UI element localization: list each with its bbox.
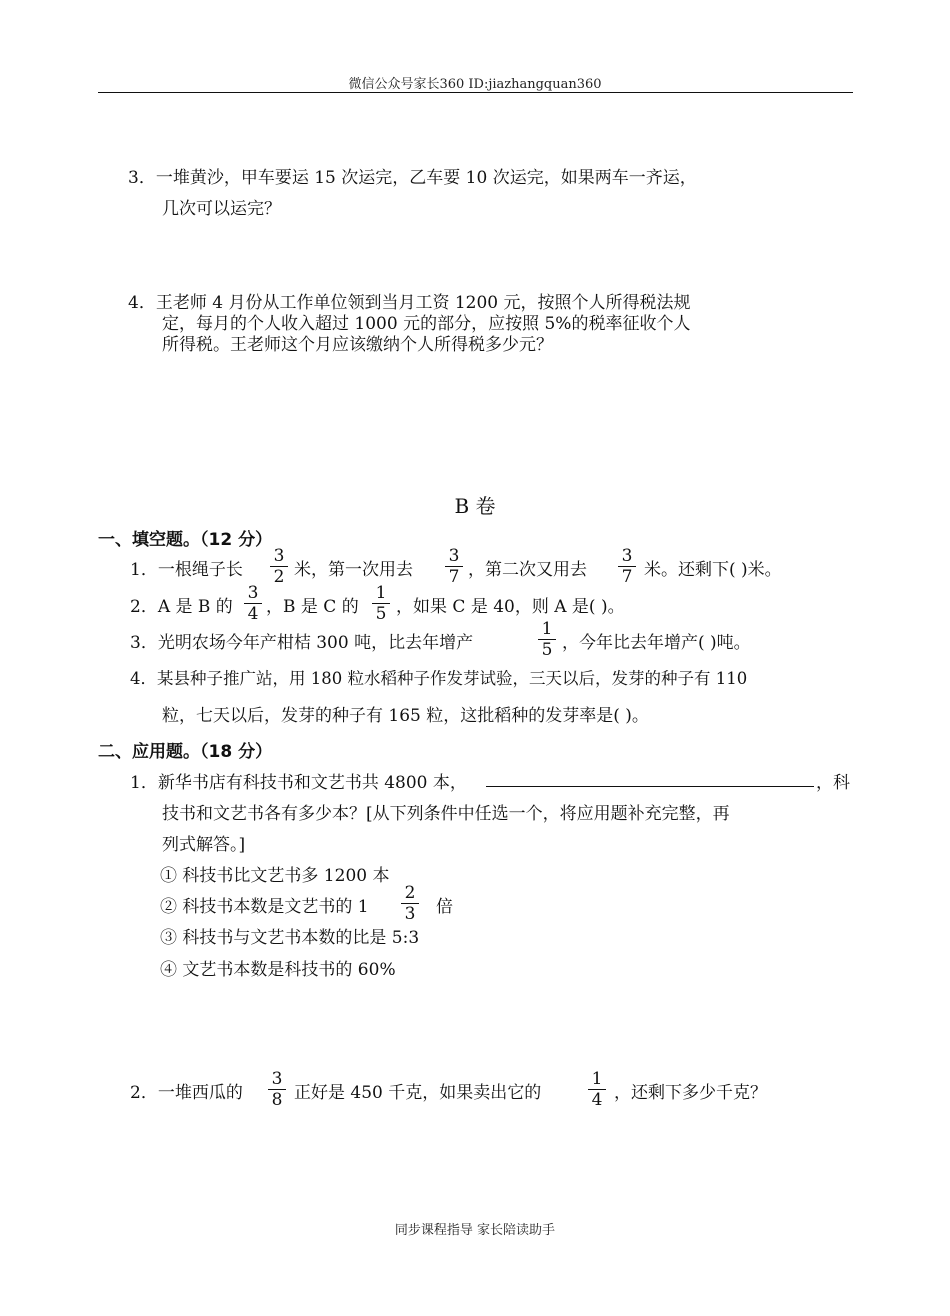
fraction-denominator: 2: [273, 567, 285, 587]
a-q4-line2: 定，每月的个人收入超过 1000 元的部分，应按照 5%的税率征收个人: [162, 314, 691, 334]
b2-q2-fraction-2: [584, 1070, 610, 1109]
page-header: 微信公众号家长360 ID:jiazhangquan360: [348, 77, 602, 92]
fraction-numerator: 1: [375, 583, 387, 603]
a-q4-line1: 4．王老师 4 月份从工作单位领到当月工资 1200 元，按照个人所得税法规: [128, 293, 691, 313]
b2-q1-option-2-fraction: [397, 884, 423, 923]
b2-q1-line3: 列式解答。]: [162, 835, 246, 855]
b1-q1-fraction-2: [441, 547, 467, 586]
part-b-title: B 卷: [454, 494, 496, 518]
b2-q2-prefix: 2．一堆西瓜的: [130, 1083, 243, 1103]
b1-q2-fraction-1: [240, 584, 266, 623]
b1-q1-mid2: ，第二次又用去: [468, 560, 587, 580]
fraction-numerator: 1: [541, 619, 553, 639]
b1-q2-prefix: 2．A 是 B 的: [130, 597, 233, 617]
b2-q1-suffix: ，科: [816, 773, 850, 793]
fraction-numerator: 1: [591, 1069, 603, 1089]
b2-q1-option-2: ② 科技书本数是文艺书的 1: [160, 897, 369, 917]
b1-q1-mid1: 米，第一次用去: [294, 560, 413, 580]
fraction-denominator: 4: [247, 604, 259, 624]
fraction-denominator: 7: [448, 567, 460, 587]
a-q4-line3: 所得税。王老师这个月应该缴纳个人所得税多少元？: [162, 335, 553, 355]
b1-q1-suffix: 米。还剩下( )米。: [644, 560, 782, 580]
a-q3-line2: 几次可以运完？: [162, 199, 281, 219]
fraction-denominator: 7: [621, 567, 633, 587]
fraction-numerator: 3: [621, 546, 633, 566]
b1-q3-fraction-1: [534, 620, 560, 659]
fraction-numerator: 3: [273, 546, 285, 566]
b1-q4-line2: 粒，七天以后，发芽的种子有 165 粒，这批稻种的发芽率是( )。: [162, 706, 649, 726]
b2-q1-line2: 技书和文艺书各有多少本？[从下列条件中任选一个，将应用题补充完整，再: [162, 804, 730, 824]
b1-q3-prefix: 3．光明农场今年产柑桔 300 吨，比去年增产: [130, 633, 474, 653]
fraction-numerator: 3: [448, 546, 460, 566]
fraction-denominator: 5: [375, 604, 387, 624]
b2-q1-option-2-suffix: 倍: [436, 897, 453, 917]
b1-q2-suffix: ，如果 C 是 40，则 A 是( )。: [396, 597, 625, 617]
b1-q1-fraction-1: [266, 547, 292, 586]
b1-q2-fraction-2: [368, 584, 394, 623]
b2-q2-mid: 正好是 450 千克，如果卖出它的: [294, 1083, 542, 1103]
fraction-numerator: 2: [404, 883, 416, 903]
fraction-numerator: 3: [271, 1069, 283, 1089]
answer-blank-line: [486, 786, 814, 787]
b2-q1-option-1: ① 科技书比文艺书多 1200 本: [160, 866, 390, 886]
b2-q1-prefix: 1．新华书店有科技书和文艺书共 4800 本，: [130, 773, 467, 793]
b1-q3-suffix: ，今年比去年增产( )吨。: [562, 633, 751, 653]
fraction-denominator: 5: [541, 640, 553, 660]
page-footer: 同步课程指导 家长陪读助手: [394, 1223, 556, 1238]
b2-q2-fraction-1: [264, 1070, 290, 1109]
b1-q1-prefix: 1．一根绳子长: [130, 560, 243, 580]
b1-q2-mid: ，B 是 C 的: [266, 597, 359, 617]
a-q3-line1: 3．一堆黄沙，甲车要运 15 次运完，乙车要 10 次运完，如果两车一齐运，: [128, 168, 697, 188]
fraction-denominator: 8: [271, 1090, 283, 1110]
header-rule: [98, 92, 853, 93]
b1-q4-line1: 4．某县种子推广站，用 180 粒水稻种子作发芽试验，三天以后，发芽的种子有 110: [130, 669, 748, 688]
section2-heading: 二、应用题。（18 分）: [98, 742, 273, 762]
fraction-denominator: 3: [404, 904, 416, 924]
b2-q1-option-4: ④ 文艺书本数是科技书的 60%: [160, 960, 396, 980]
fraction-numerator: 3: [247, 583, 259, 603]
b2-q1-option-3: ③ 科技书与文艺书本数的比是 5:3: [160, 928, 420, 948]
section1-heading: 一、填空题。（12 分）: [98, 530, 273, 550]
b2-q2-suffix: ，还剩下多少千克？: [614, 1083, 767, 1103]
b1-q1-fraction-3: [614, 547, 640, 586]
fraction-denominator: 4: [591, 1090, 603, 1110]
